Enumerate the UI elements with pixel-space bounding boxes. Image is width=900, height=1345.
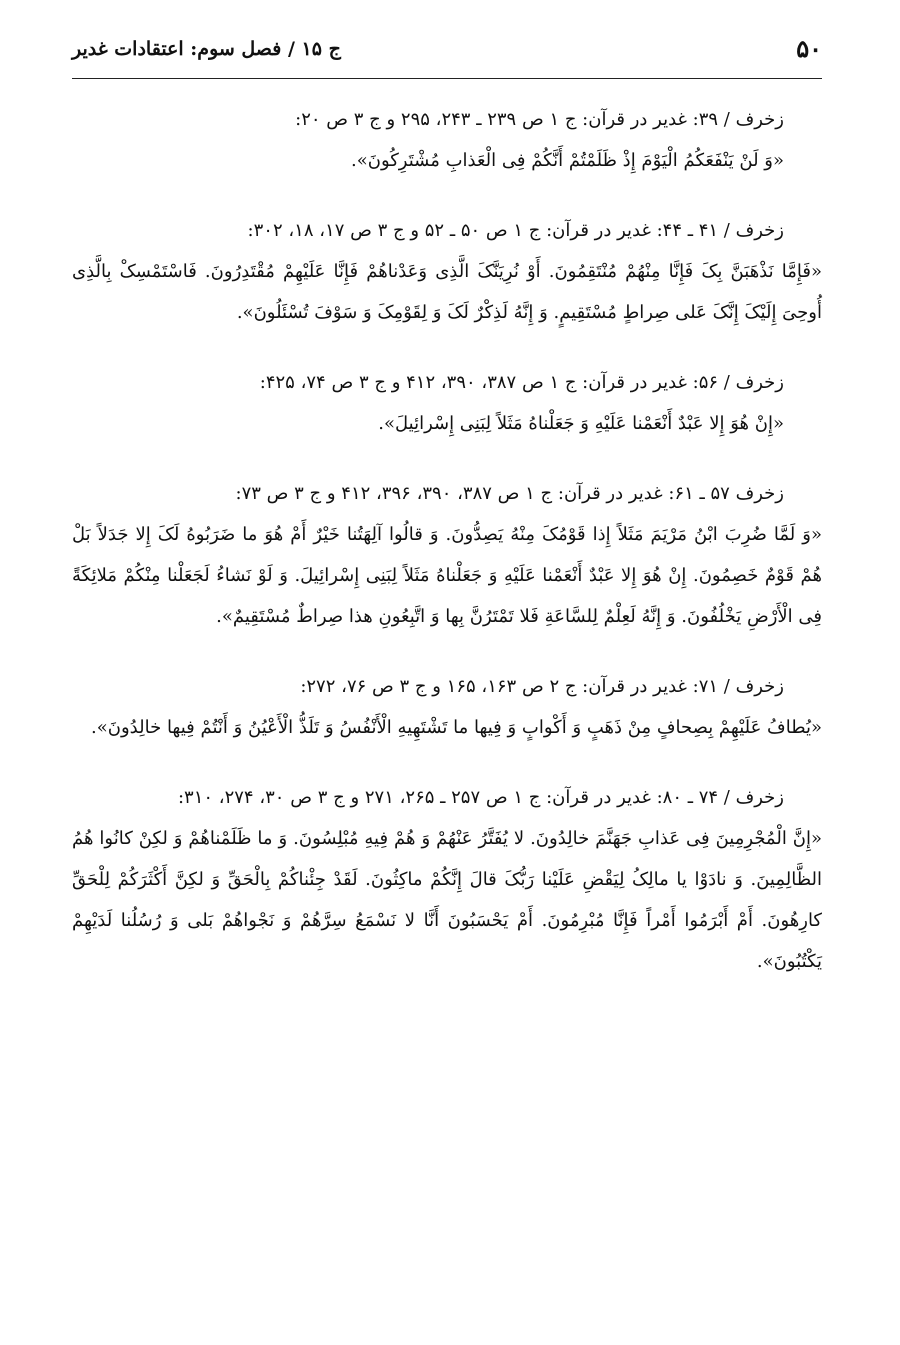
verse-text: «یُطافُ عَلَیْهِمْ بِصِحافٍ مِنْ ذَهَبٍ وَ أَکْوابٍ وَ فِیها ما تَشْتَهِیهِ الْأَنْفُسُ وَ تَلَذُّ الْأَعْیُنُ وَ أَنْتُمْ فِیها خالِدُونَ».	[91, 717, 822, 738]
verse-text: «فَإِمَّا نَذْهَبَنَّ بِکَ فَإِنَّا مِنْهُمْ مُنْتَقِمُونَ. أَوْ نُرِیَنَّکَ الَّذِی وَعَدْناهُمْ فَإِنَّا عَلَیْهِمْ مُقْتَدِرُونَ. فَاسْتَمْسِکْ بِالَّذِی أُوحِیَ إِلَیْکَ إِنَّکَ عَلی صِراطٍ مُسْتَقِیمٍ. وَ إِنَّهُ لَذِکْرٌ لَکَ وَ لِقَوْمِکَ وَ سَوْفَ تُسْئَلُونَ».	[72, 261, 822, 323]
page-body	[72, 100, 822, 1012]
verse-reference: زخرف / ۷۴ ـ ۸۰: غدیر در قرآن: ج ۱ ص ۲۵۷ ـ ۲۶۵، ۲۷۱ و ج ۳ ص ۳۰، ۲۷۴، ۳۱۰:	[177, 787, 784, 808]
verse-reference: زخرف ۵۷ ـ ۶۱: غدیر در قرآن: ج ۱ ص ۳۸۷، ۳۹۰، ۳۹۶، ۴۱۲ و ج ۳ ص ۷۳:	[235, 483, 784, 504]
verse-reference: زخرف / ۷۱: غدیر در قرآن: ج ۲ ص ۱۶۳، ۱۶۵ و ج ۳ ص ۷۶، ۲۷۲:	[300, 676, 784, 697]
verse-reference: زخرف / ۵۶: غدیر در قرآن: ج ۱ ص ۳۸۷، ۳۹۰، ۴۱۲ و ج ۳ ص ۷۴، ۴۲۵:	[259, 372, 784, 393]
entry	[72, 474, 822, 637]
verse-text: «إِنْ هُوَ إِلا عَبْدٌ أَنْعَمْنا عَلَیْهِ وَ جَعَلْناهُ مَثَلاً لِبَنِی إِسْرائِیلَ».	[378, 413, 784, 434]
verse-reference: زخرف / ۴۱ ـ ۴۴: غدیر در قرآن: ج ۱ ص ۵۰ ـ ۵۲ و ج ۳ ص ۱۷، ۱۸، ۳۰۲:	[247, 220, 784, 241]
entry	[72, 667, 822, 748]
verse-text: «إِنَّ الْمُجْرِمِینَ فِی عَذابِ جَهَنَّمَ خالِدُونَ. لا یُفَتَّرُ عَنْهُمْ وَ هُمْ فِیهِ مُبْلِسُونَ. وَ ما ظَلَمْناهُمْ وَ لکِنْ کانُوا هُمُ الظَّالِمِینَ. وَ نادَوْا یا مالِکُ لِیَقْضِ عَلَیْنا رَبُّکَ قالَ إِنَّکُمْ ماکِثُونَ. لَقَدْ جِئْناکُمْ بِالْحَقِّ وَ لکِنَّ أَکْثَرَکُمْ لِلْحَقِّ کارِهُونَ. أَمْ أَبْرَمُوا أَمْراً فَإِنَّا مُبْرِمُونَ. أَمْ یَحْسَبُونَ أَنَّا لا نَسْمَعُ سِرَّهُمْ وَ نَجْواهُمْ بَلی وَ رُسُلُنا لَدَیْهِمْ یَکْتُبُونَ».	[72, 828, 822, 972]
entry	[72, 778, 822, 982]
page-number: ۵۰	[796, 34, 822, 63]
entry	[72, 211, 822, 333]
running-title: ج ۱۵ / فصل سوم: اعتقادات غدیر	[72, 38, 341, 60]
entry	[72, 363, 822, 444]
page-header	[72, 28, 822, 79]
verse-text: «وَ لَمَّا ضُرِبَ ابْنُ مَرْیَمَ مَثَلاً إِذا قَوْمُکَ مِنْهُ یَصِدُّونَ. وَ قالُوا آلِهَتُنا خَیْرٌ أَمْ هُوَ ما ضَرَبُوهُ لَکَ إِلا جَدَلاً بَلْ هُمْ قَوْمٌ خَصِمُونَ. إِنْ هُوَ إِلا عَبْدٌ أَنْعَمْنا عَلَیْهِ وَ جَعَلْناهُ مَثَلاً لِبَنِی إِسْرائِیلَ. وَ لَوْ نَشاءُ لَجَعَلْنا مِنْکُمْ مَلائِکَةً فِی الْأَرْضِ یَخْلُفُونَ. وَ إِنَّهُ لَعِلْمٌ لِلسَّاعَةِ فَلا تَمْتَرُنَّ بِها وَ اتَّبِعُونِ هذا صِراطٌ مُسْتَقِیمٌ».	[72, 524, 822, 627]
entry	[72, 100, 822, 181]
verse-text: «وَ لَنْ یَنْفَعَکُمُ الْیَوْمَ إِذْ ظَلَمْتُمْ أَنَّکُمْ فِی الْعَذابِ مُشْتَرِکُونَ».	[350, 150, 784, 171]
verse-reference: زخرف / ۳۹: غدیر در قرآن: ج ۱ ص ۲۳۹ ـ ۲۴۳، ۲۹۵ و ج ۳ ص ۲۰:	[295, 109, 784, 130]
